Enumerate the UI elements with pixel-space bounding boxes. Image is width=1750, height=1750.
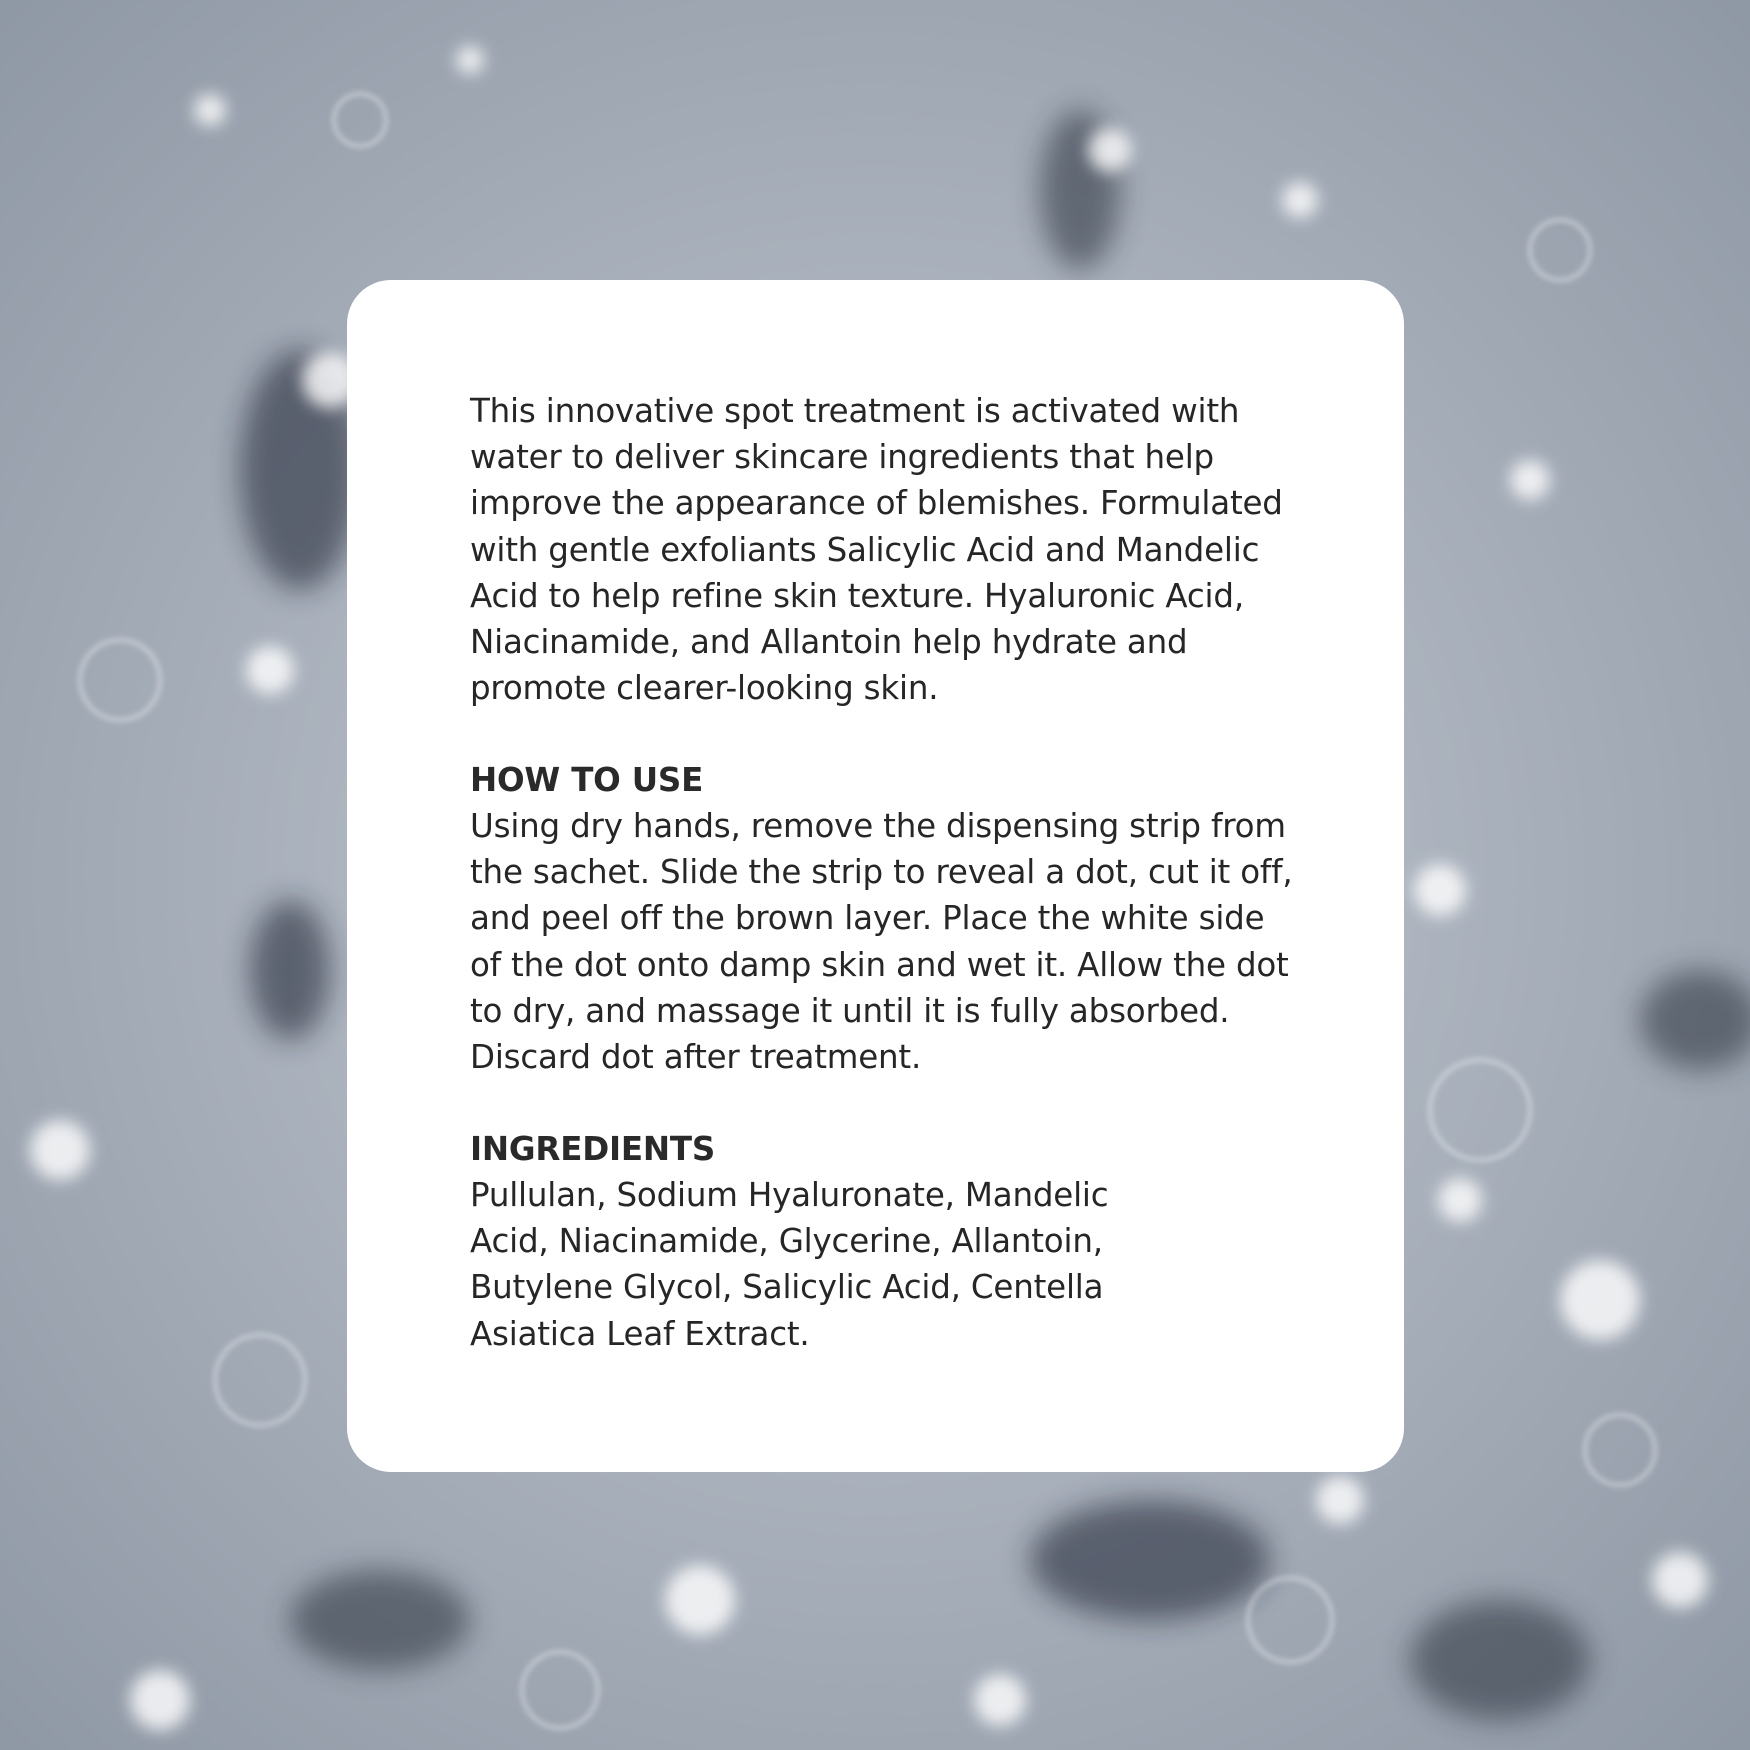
intro-text: This innovative spot treatment is activated with water to deliver skincare ingredients that help improve the appearance of blemishes. Formulated with gentle exfoliants Salicylic Acid and Mandelic Acid to help refine skin texture. Hyaluronic Acid, Niacinamide, and Allantoin help hydrate and promote clearer-looking skin.	[470, 392, 1283, 708]
how-to-use-text: Using dry hands, remove the dispensing strip from the sachet. Slide the strip to reveal a dot, cut it off, and peel off the brown layer. Place the white side of the dot onto damp skin and wet it. Allow the dot to dry, and massage it until it is fully absorbed. Discard dot after treatment.	[470, 807, 1293, 1077]
ingredients-text: Pullulan, Sodium Hyaluronate, Mandelic Acid, Niacinamide, Glycerine, Allantoin, Butylene Glycol, Salicylic Acid, Centella Asiatica Leaf Extract.	[470, 1176, 1109, 1353]
ingredients-heading: INGREDIENTS	[470, 1130, 716, 1168]
how-to-use-heading: HOW TO USE	[470, 761, 704, 799]
info-card	[347, 280, 1404, 1472]
